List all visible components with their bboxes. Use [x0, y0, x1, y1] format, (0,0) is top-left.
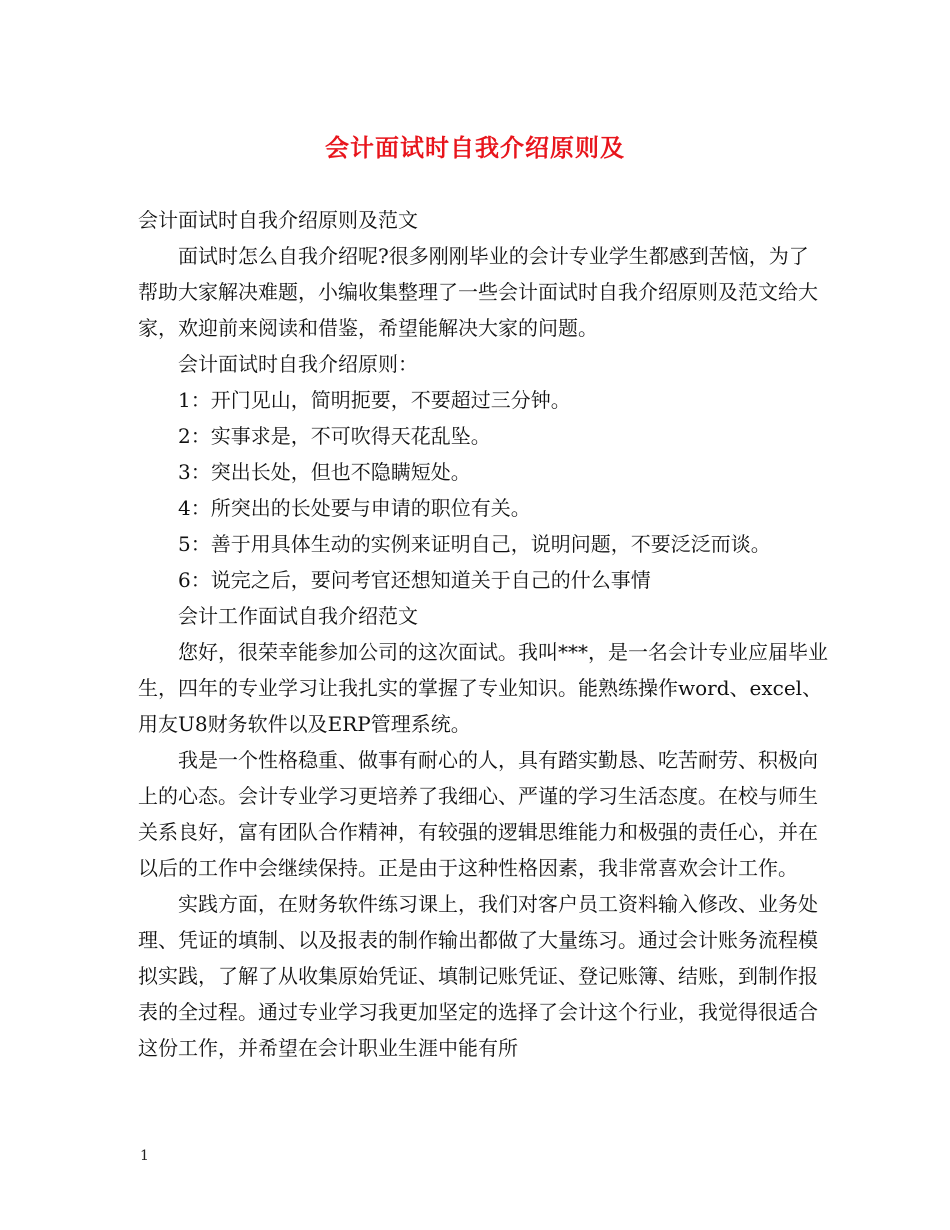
- paragraph: 1：开门见山，简明扼要，不要超过三分钟。: [178, 388, 571, 412]
- paragraph: 3：突出长处，但也不隐瞒短处。: [178, 460, 471, 484]
- paragraph: 我是一个性格稳重、做事有耐心的人，具有踏实勤恳、吃苦耐劳、积极向上的心态。会计专业学习更培养了我细心、严谨的学习生活态度。在校与师生关系良好，富有团队合作精神，有较强的逻辑思维能力和极强的责任心，并在以后的工作中会继续保持。正是由于这种性格因素，我非常喜欢会计工作。: [138, 748, 818, 880]
- paragraph: 会计面试时自我介绍原则及范文: [138, 208, 418, 232]
- paragraph: 2：实事求是，不可吹得天花乱坠。: [178, 424, 491, 448]
- paragraph: 您好，很荣幸能参加公司的这次面试。我叫***，是一名会计专业应届毕业生，四年的专业学习让我扎实的掌握了专业知识。能熟练操作word、excel、用友U8财务软件以及ERP管理系统。: [138, 640, 828, 736]
- paragraph: 实践方面，在财务软件练习课上，我们对客户员工资料输入修改、业务处理、凭证的填制、以及报表的制作输出都做了大量练习。通过会计账务流程模拟实践，了解了从收集原始凭证、填制记账凭证、登记账簿、结账，到制作报表的全过程。通过专业学习我更加坚定的选择了会计这个行业，我觉得很适合这份工作，并希望在会计职业生涯中能有所: [138, 892, 818, 1060]
- paragraph: 4：所突出的长处要与申请的职位有关。: [178, 496, 531, 520]
- document-body: [138, 202, 828, 1066]
- paragraph: 面试时怎么自我介绍呢?很多刚刚毕业的会计专业学生都感到苦恼，为了帮助大家解决难题，小编收集整理了一些会计面试时自我介绍原则及范文给大家，欢迎前来阅读和借鉴，希望能解决大家的问题。: [138, 244, 818, 340]
- paragraph: 会计面试时自我介绍原则：: [178, 352, 418, 376]
- document-title: 会计面试时自我介绍原则及: [325, 134, 625, 162]
- page-number: 1: [140, 1148, 149, 1164]
- paragraph: 5：善于用具体生动的实例来证明自己，说明问题，不要泛泛而谈。: [178, 532, 771, 556]
- paragraph: 会计工作面试自我介绍范文: [178, 604, 418, 628]
- paragraph: 6：说完之后，要问考官还想知道关于自己的什么事情: [178, 568, 651, 592]
